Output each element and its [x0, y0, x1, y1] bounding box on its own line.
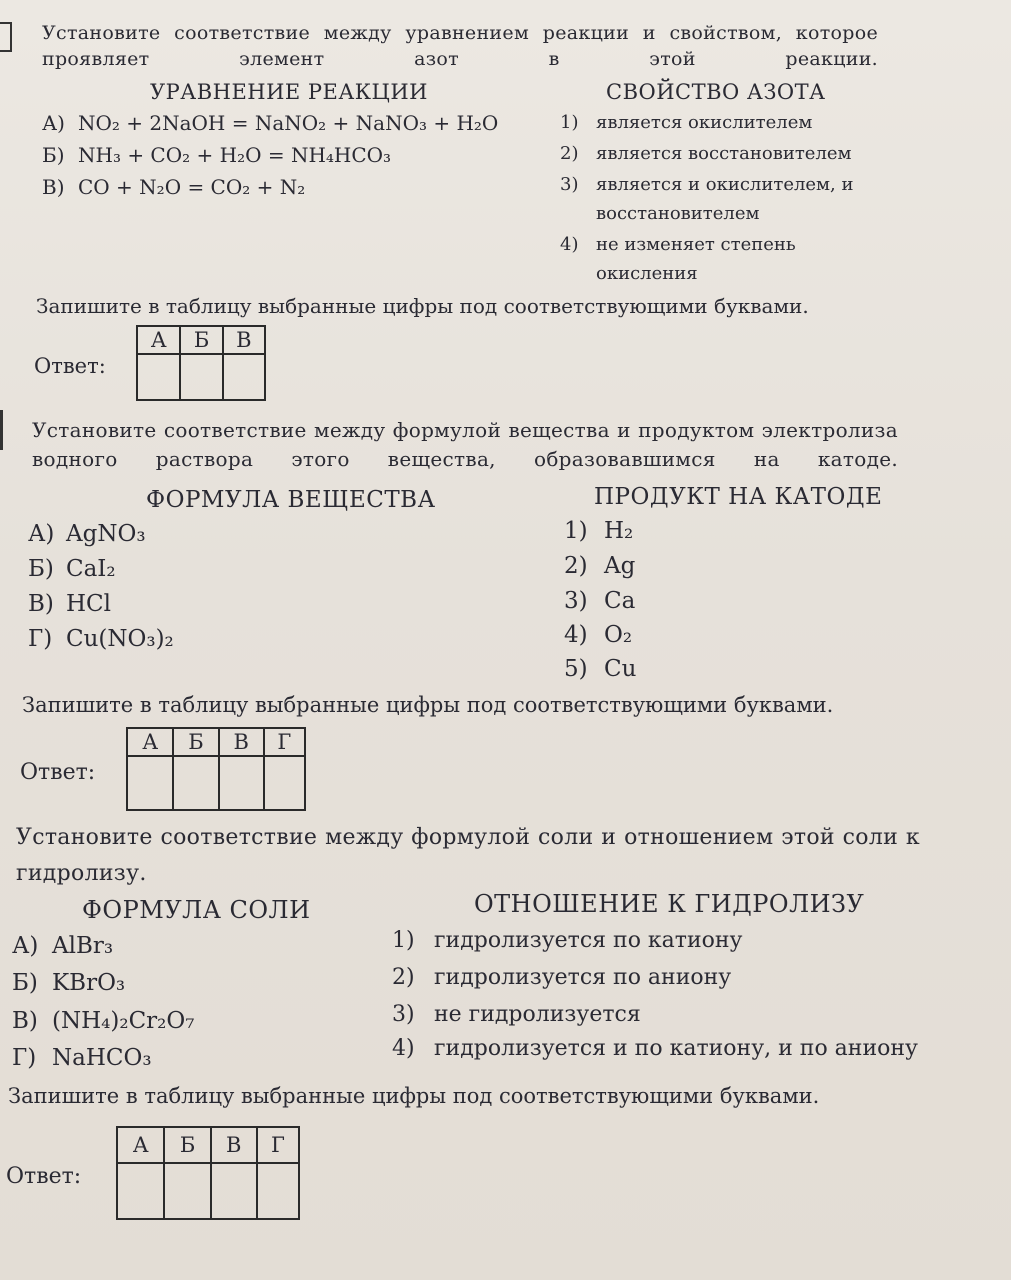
task3-intro: Установите соответствие между формулой соли и отношением этой соли к гидролизу.: [16, 825, 920, 886]
task3-right-item: 3) не гидролизуется: [392, 1002, 641, 1027]
answer-input-cell[interactable]: [211, 1163, 257, 1219]
answer-input-cell[interactable]: [164, 1163, 210, 1219]
answer-input-cell[interactable]: [257, 1163, 299, 1219]
answer-header-cell: А: [127, 728, 173, 756]
task1-left-item: А) NO₂ + 2NaOH = NaNO₂ + NaNO₃ + H₂O: [42, 111, 499, 135]
task3-col-left-header: ФОРМУЛА СОЛИ: [82, 896, 311, 924]
task1-col-right-header: СВОЙСТВО АЗОТА: [606, 80, 826, 104]
task3-col-right-header: ОТНОШЕНИЕ К ГИДРОЛИЗУ: [474, 890, 865, 918]
task3-right-item: 4) гидролизуется и по катиону, и по аниону: [392, 1036, 918, 1061]
task1-instruction: Запишите в таблицу выбранные цифры под соответствующими буквами.: [36, 294, 809, 318]
task1-answer-label: Ответ:: [34, 354, 106, 378]
answer-input-cell[interactable]: [180, 354, 222, 400]
answer-header-cell: В: [219, 728, 264, 756]
task3-right-item: 1) гидролизуется по катиону: [392, 928, 743, 953]
task2-right-item: 2) Ag: [564, 553, 636, 579]
task2-right-item: 5) Cu: [564, 656, 637, 682]
task2-answer-table: [126, 727, 306, 811]
answer-header-cell: А: [117, 1127, 164, 1163]
task2-col-right-header: ПРОДУКТ НА КАТОДЕ: [594, 484, 883, 510]
task2-left-item: В) HCl: [28, 591, 112, 617]
answer-header-cell: Г: [257, 1127, 299, 1163]
answer-header-cell: Б: [180, 326, 222, 354]
task3-left-item: Б) KBrO₃: [12, 970, 126, 996]
task2-left-item: Б) CaI₂: [28, 556, 116, 582]
task1-number-box: [0, 22, 12, 52]
answer-input-cell[interactable]: [223, 354, 265, 400]
task3-instruction: Запишите в таблицу выбранные цифры под соответствующими буквами.: [8, 1084, 820, 1108]
task2-answer-label: Ответ:: [20, 760, 96, 785]
task2-right-item: 1) H₂: [564, 518, 634, 544]
task1-left-item: В) CO + N₂O = CO₂ + N₂: [42, 175, 306, 199]
answer-input-cell[interactable]: [127, 756, 173, 810]
task2-right-item: 3) Ca: [564, 588, 636, 614]
task1-right-item-cont: восстановителем: [596, 203, 760, 224]
answer-input-cell[interactable]: [173, 756, 218, 810]
answer-header-cell: В: [211, 1127, 257, 1163]
task3-left-item: В) (NH₄)₂Cr₂O₇: [12, 1008, 195, 1034]
answer-input-cell[interactable]: [219, 756, 264, 810]
task2-right-item: 4) O₂: [564, 622, 633, 648]
task1-right-item-cont: окисления: [596, 263, 698, 284]
task1-left-item: Б) NH₃ + CO₂ + H₂O = NH₄HCO₃: [42, 143, 392, 167]
task3-left-item: Г) NaHCO₃: [12, 1045, 152, 1071]
task3-answer-label: Ответ:: [6, 1164, 82, 1189]
answer-input-cell[interactable]: [137, 354, 180, 400]
answer-header-cell: В: [223, 326, 265, 354]
task2-intro: Установите соответствие между формулой вещества и продуктом электролиза водного раствора этого вещества, образовавшимся на катоде.: [32, 418, 898, 471]
answer-header-cell: Г: [264, 728, 305, 756]
task1-right-item: 3) является и окислителем, и: [560, 174, 854, 195]
task1-intro: Установите соответствие между уравнением реакции и свойством, которое проявляет элемент азот в этой реакции.: [42, 22, 878, 70]
task2-left-item: А) AgNO₃: [28, 521, 146, 547]
task1-answer-table: [136, 325, 266, 401]
task1-right-item: 4) не изменяет степень: [560, 234, 796, 255]
answer-header-cell: Б: [164, 1127, 210, 1163]
task1-right-item: 1) является окислителем: [560, 112, 813, 133]
answer-input-cell[interactable]: [117, 1163, 164, 1219]
task3-left-item: А) AlBr₃: [12, 933, 114, 959]
task1-right-item: 2) является восстановителем: [560, 143, 852, 164]
task1-col-left-header: УРАВНЕНИЕ РЕАКЦИИ: [150, 80, 428, 104]
task2-margin-mark: [0, 410, 3, 450]
task2-left-item: Г) Cu(NO₃)₂: [28, 626, 174, 652]
answer-header-cell: Б: [173, 728, 218, 756]
task3-right-item: 2) гидролизуется по аниону: [392, 965, 732, 990]
task2-instruction: Запишите в таблицу выбранные цифры под соответствующими буквами.: [22, 693, 834, 717]
task3-answer-table: [116, 1126, 300, 1220]
task2-col-left-header: ФОРМУЛА ВЕЩЕСТВА: [146, 487, 436, 513]
answer-input-cell[interactable]: [264, 756, 305, 810]
answer-header-cell: А: [137, 326, 180, 354]
